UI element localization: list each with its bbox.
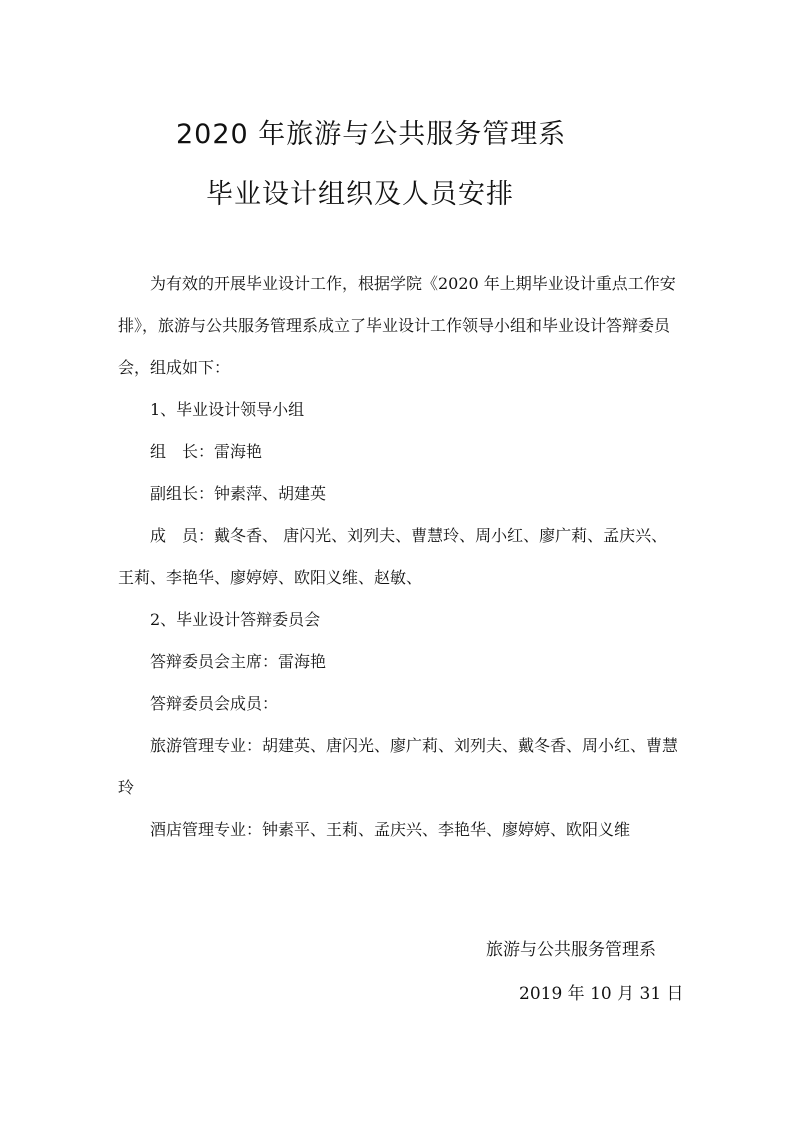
intro-paragraph: 为有效的开展毕业设计工作，根据学院《2020 年上期毕业设计重点工作安排》，旅游与公共服务管理系成立了毕业设计工作领导小组和毕业设计答辩委员会，组成如下： (118, 274, 676, 377)
section2-members-label: 答辩委员会成员： (150, 694, 279, 713)
section1-heading: 1、毕业设计领导小组 (150, 400, 305, 419)
document-title-line1: 2020 年旅游与公共服务管理系 (176, 119, 567, 150)
signature-date: 2019 年 10 月 31 日 (519, 984, 684, 1004)
document-title-line2: 毕业设计组织及人员安排 (206, 179, 514, 210)
section2-tourism-members: 旅游管理专业：胡建英、唐闪光、廖广莉、刘列夫、戴冬香、周小红、曹慧玲 (118, 736, 679, 797)
section2-chair: 答辩委员会主席：雷海艳 (150, 652, 327, 671)
section1-leader: 组 长：雷海艳 (150, 442, 263, 461)
signature-org: 旅游与公共服务管理系 (486, 940, 656, 960)
section1-deputy: 副组长：钟素萍、胡建英 (150, 484, 327, 503)
section2-hotel-members: 酒店管理专业：钟素平、王莉、孟庆兴、李艳华、廖婷婷、欧阳义维 (150, 820, 631, 839)
section2-heading: 2、毕业设计答辩委员会 (150, 610, 321, 629)
document-body (118, 263, 678, 851)
section1-members: 成 员：戴冬香、 唐闪光、刘列夫、曹慧玲、周小红、廖广莉、孟庆兴、王莉、李艳华、廖婷婷、欧阳义维、赵敏、 (118, 526, 668, 587)
